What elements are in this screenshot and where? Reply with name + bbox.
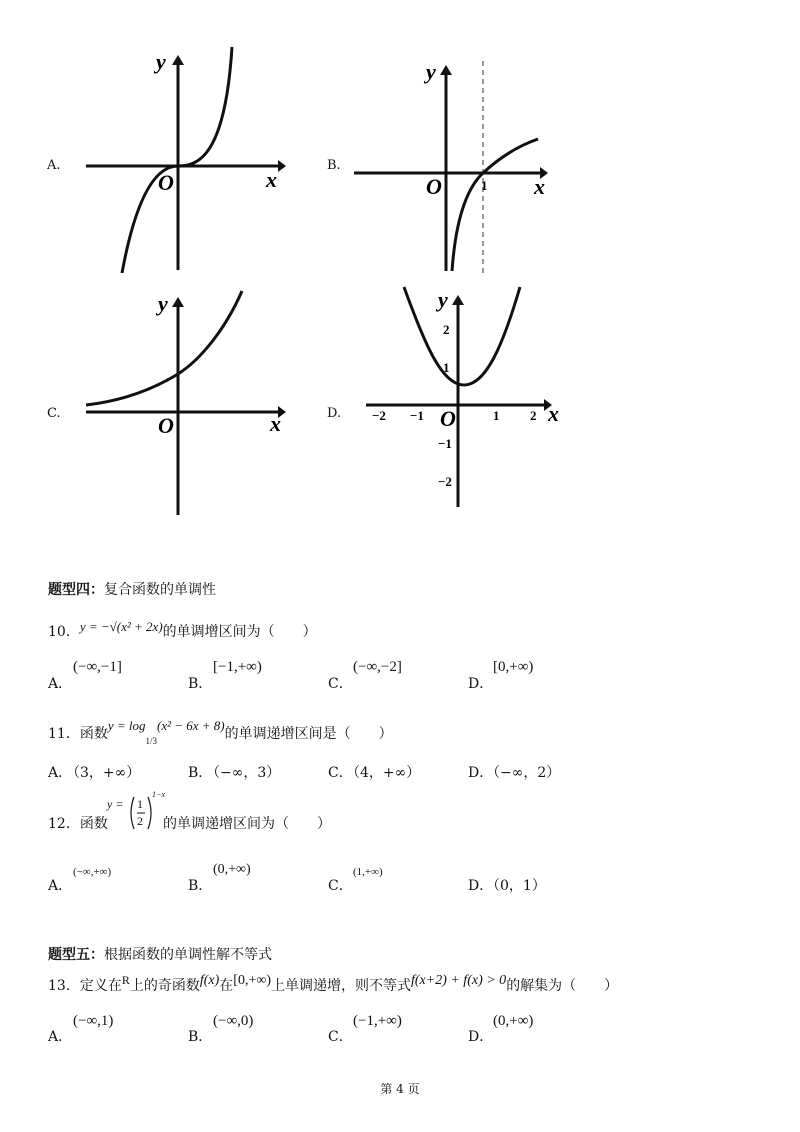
option-value: （4，+∞） — [346, 765, 421, 781]
page-number: 第 4 页 — [380, 1082, 420, 1096]
option-value: （−∞，2） — [486, 765, 561, 781]
x-axis-label: x — [534, 174, 545, 199]
question-text: 的单调递增区间是（ ） — [224, 726, 393, 742]
graph-b — [350, 55, 560, 277]
y-axis-arrow — [172, 297, 184, 307]
question-number: 11．函数 — [48, 726, 108, 742]
origin-label: O — [440, 406, 456, 431]
question-10 — [48, 621, 317, 641]
fraction-denominator: 2 — [137, 814, 143, 828]
option-label: D． — [468, 765, 494, 781]
graph-a — [80, 45, 290, 275]
option-label-d: D. — [327, 406, 342, 421]
question-text: 的解集为（ ） — [506, 978, 619, 994]
option-label: B． — [188, 1029, 213, 1045]
option-label-b: B. — [327, 158, 341, 173]
section-title: 根据函数的单调性解不等式 — [104, 947, 272, 963]
formula: f(x+2) + f(x) > 0 — [410, 973, 507, 988]
formula: [0,+∞) — [233, 973, 271, 988]
option-label-c: C. — [47, 406, 61, 421]
question-text: 的单调递增区间为（ ） — [163, 816, 331, 832]
set-symbol: R — [121, 973, 130, 987]
y-axis-label: y — [156, 49, 166, 74]
graph-c — [80, 285, 290, 520]
option-label: D． — [468, 1029, 494, 1045]
formula: y = −√(x² + 2x) — [79, 619, 163, 634]
option-value: (1,+∞) — [353, 866, 383, 878]
option-value: (−∞,0) — [213, 1013, 254, 1029]
option-label: C． — [328, 676, 353, 692]
option-value: （3，+∞） — [66, 765, 141, 781]
option-label: D． — [468, 878, 494, 894]
section-prefix: 题型四： — [48, 582, 104, 598]
x-tick-label: 2 — [530, 408, 537, 423]
question-13 — [48, 975, 618, 995]
question-11 — [48, 718, 393, 746]
question-12 — [48, 813, 108, 833]
y-axis-arrow — [172, 55, 184, 65]
x-axis-label: x — [270, 411, 281, 436]
y-axis-label: y — [158, 291, 168, 316]
option-label: C． — [328, 765, 353, 781]
question-number: 10． — [48, 624, 80, 640]
option-label: A． — [48, 1029, 73, 1045]
page-footer — [0, 1080, 800, 1097]
x-tick-label: −1 — [410, 408, 424, 423]
exponent: 1−x — [152, 790, 165, 799]
section-heading-5 — [48, 944, 272, 964]
question-number: 12．函数 — [48, 816, 108, 832]
option-label: C． — [328, 878, 353, 894]
question-text: 在 — [219, 978, 234, 994]
formula — [107, 797, 123, 812]
option-label: A． — [48, 676, 73, 692]
question-text: 上的奇函数 — [129, 978, 200, 994]
y-axis-arrow — [452, 295, 464, 305]
y-tick-label: 2 — [443, 322, 450, 337]
section-prefix: 题型五： — [48, 947, 104, 963]
y-axis-label: y — [426, 59, 436, 84]
y-tick-label: 1 — [443, 360, 450, 375]
option-value: (−∞,+∞) — [73, 866, 112, 878]
option-value: (−∞,−1] — [73, 659, 122, 675]
question-number: 13．定义在 — [48, 978, 122, 994]
y-axis-label: y — [438, 287, 448, 312]
option-value: [−1,+∞) — [213, 659, 262, 675]
option-value: （−∞，3） — [206, 765, 281, 781]
y-axis-arrow — [440, 65, 452, 75]
log-base: 1/3 — [145, 735, 157, 746]
x-tick-label: −2 — [372, 408, 386, 423]
option-label: C． — [328, 1029, 353, 1045]
option-label: B． — [188, 878, 213, 894]
fraction-numerator: 1 — [137, 797, 143, 811]
option-label: B． — [188, 676, 213, 692]
option-label: D． — [468, 676, 494, 692]
option-value: (0,+∞) — [493, 1013, 534, 1029]
option-label: A． — [48, 765, 73, 781]
question-text: 的单调增区间为（ ） — [162, 624, 317, 640]
fraction-parens — [128, 795, 154, 831]
origin-label: O — [158, 170, 174, 195]
option-label-a: A. — [47, 158, 61, 173]
section-title: 复合函数的单调性 — [104, 582, 216, 598]
question-text: 上单调递增，则不等式 — [270, 978, 411, 994]
x-axis-arrow — [278, 160, 286, 172]
option-label: B． — [188, 765, 213, 781]
x-axis-label: x — [548, 401, 559, 426]
option-label: A． — [48, 878, 73, 894]
graph-d — [360, 285, 570, 510]
option-value: (−∞,−2] — [353, 659, 402, 675]
option-value: （0，1） — [486, 878, 546, 894]
section-heading-4 — [48, 579, 216, 599]
formula: f(x) — [199, 973, 220, 988]
x-tick-label: 1 — [481, 178, 488, 193]
log-argument: (x² − 6x + 8) — [157, 718, 225, 733]
option-value: (−∞,1) — [73, 1013, 114, 1029]
origin-label: O — [426, 174, 442, 199]
y-tick-label: −1 — [438, 436, 452, 451]
option-value: (−1,+∞) — [353, 1013, 402, 1029]
formula: y = log — [107, 718, 146, 733]
formula-lhs: y = — [107, 797, 124, 811]
x-axis-label: x — [266, 167, 277, 192]
option-value: (0,+∞) — [213, 862, 251, 877]
origin-label: O — [158, 413, 174, 438]
x-tick-label: 1 — [493, 408, 500, 423]
curve-log — [452, 139, 538, 271]
option-value: [0,+∞) — [493, 659, 534, 675]
y-tick-label: −2 — [438, 474, 452, 489]
